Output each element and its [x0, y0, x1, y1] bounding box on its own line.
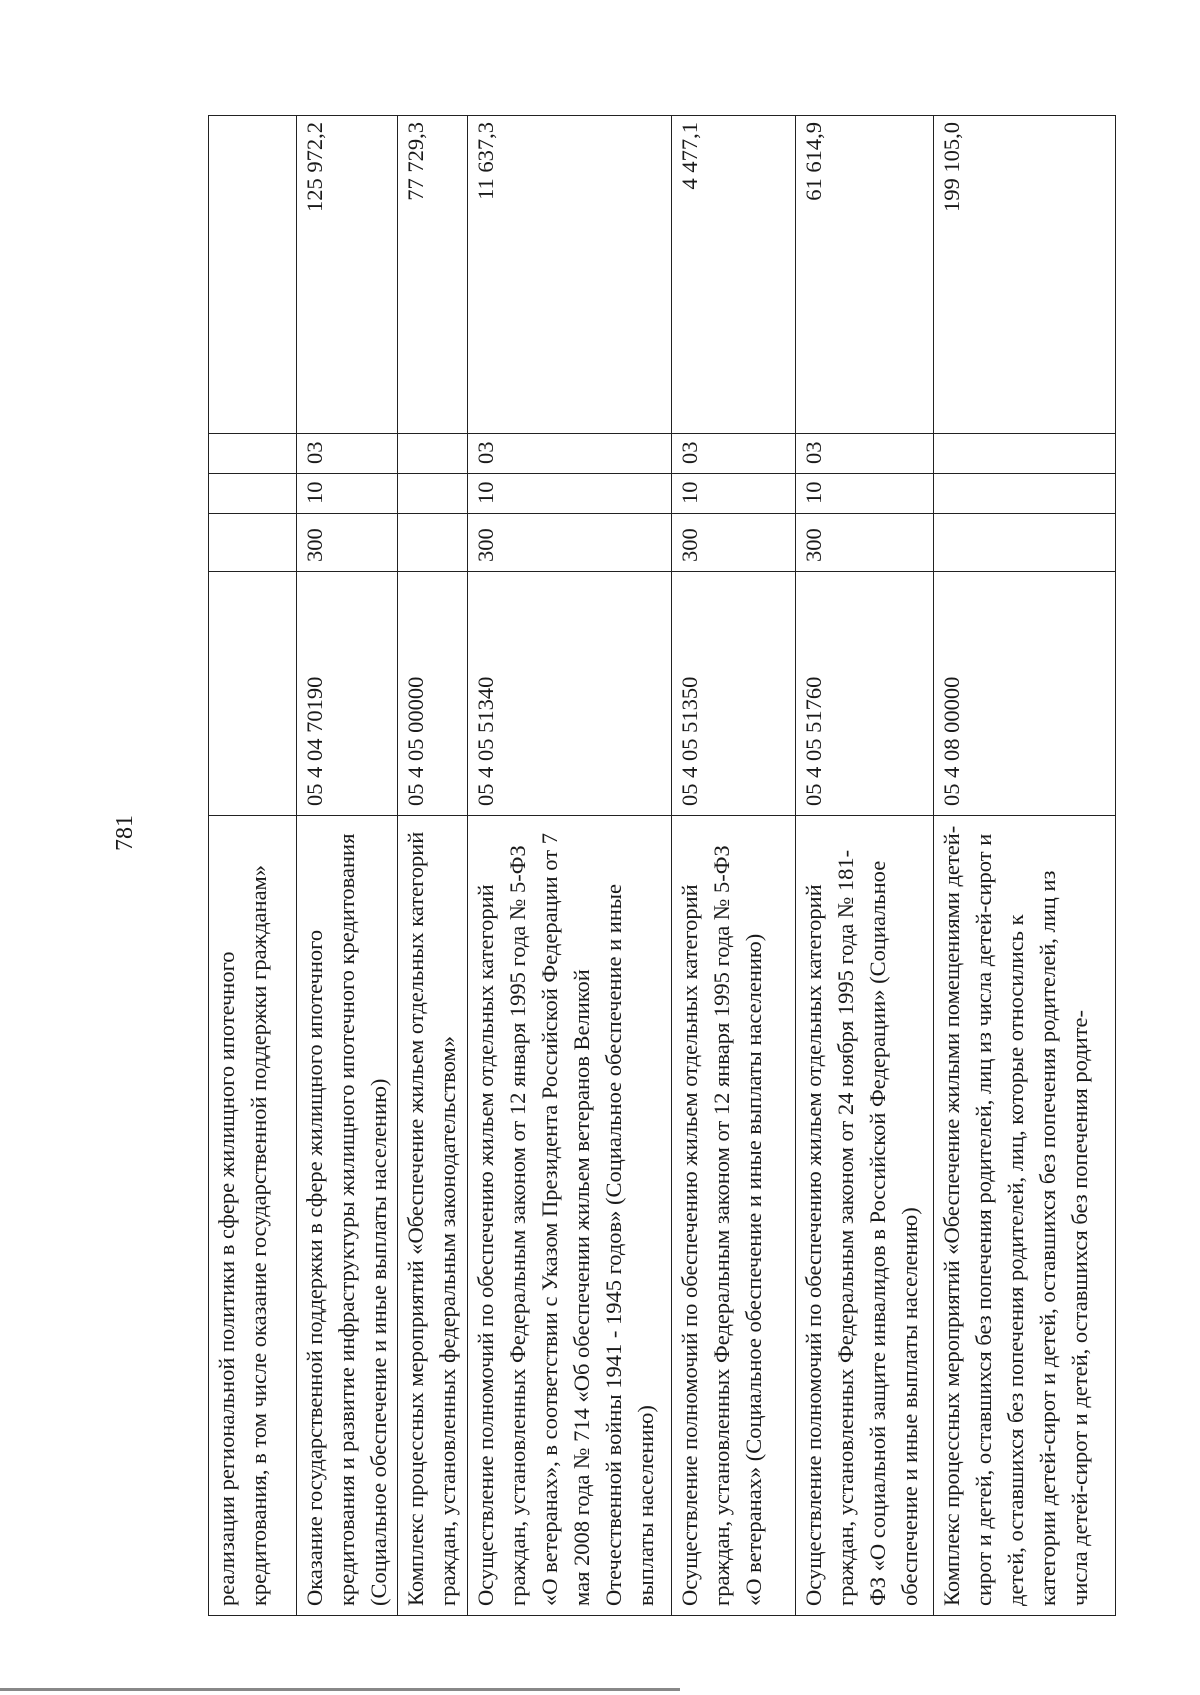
- cell-vr: [209, 514, 297, 572]
- cell-sum: 11 637,3: [468, 116, 672, 434]
- cell-vr: 300: [468, 514, 672, 572]
- cell-name: реализации региональной политики в сфере жилищного ипотечного кредитования, в том числе оказание государственной поддержки гражданам»: [209, 816, 297, 1616]
- cell-rz: [209, 474, 297, 514]
- cell-vr: 300: [297, 514, 398, 572]
- table-row: [209, 116, 297, 1616]
- cell-name: Осуществление полномочий по обеспечению жильем отдельных категорий граждан, установленных Федеральным законом от 12 января 1995 года № 5-ФЗ «О ветеранах», в соответствии с Указом Президента Российской Федерации от 7 мая 2008 года № 714 «Об обеспечении жильем ветеранов Великой Отечественной войны 1941 - 1945 годов» (Социальное обеспечение и иные выплаты населению): [468, 816, 672, 1616]
- cell-sum: [209, 116, 297, 434]
- cell-sum: 125 972,2: [297, 116, 398, 434]
- cell-pr: 03: [297, 434, 398, 474]
- table-row: [672, 116, 796, 1616]
- cell-pr: [398, 434, 468, 474]
- table-row: [398, 116, 468, 1616]
- cell-csr: [209, 572, 297, 816]
- cell-name: Осуществление полномочий по обеспечению жильем отдельных категорий граждан, установленных Федеральным законом от 24 ноября 1995 года № 181-ФЗ «О социальной защите инвалидов в Российской Федерации» (Социальное обеспечение и иные выплаты населению): [796, 816, 934, 1616]
- cell-pr: 03: [468, 434, 672, 474]
- table-row: [934, 116, 1116, 1616]
- table-row: [468, 116, 672, 1616]
- budget-table-rotated: [208, 116, 1104, 1616]
- cell-pr: 03: [796, 434, 934, 474]
- cell-vr: [934, 514, 1116, 572]
- table-row: [796, 116, 934, 1616]
- cell-pr: 03: [672, 434, 796, 474]
- cell-csr: 05 4 05 51340: [468, 572, 672, 816]
- cell-sum: 4 477,1: [672, 116, 796, 434]
- budget-table: [208, 115, 1116, 1616]
- scan-edge-line: [0, 1688, 680, 1691]
- cell-csr: 05 4 05 51760: [796, 572, 934, 816]
- cell-sum: 199 105,0: [934, 116, 1116, 434]
- cell-csr: 05 4 05 51350: [672, 572, 796, 816]
- cell-pr: [934, 434, 1116, 474]
- cell-name: Комплекс процессных мероприятий «Обеспечение жильем отдельных категорий граждан, установленных федеральным законодательством»: [398, 816, 468, 1616]
- cell-csr: 05 4 04 70190: [297, 572, 398, 816]
- cell-rz: 10: [796, 474, 934, 514]
- cell-vr: 300: [672, 514, 796, 572]
- cell-rz: 10: [672, 474, 796, 514]
- cell-name: Осуществление полномочий по обеспечению жильем отдельных категорий граждан, установленных Федеральным законом от 12 января 1995 года № 5-ФЗ «О ветеранах» (Социальное обеспечение и иные выплаты населению): [672, 816, 796, 1616]
- table-row: [297, 116, 398, 1616]
- cell-csr: 05 4 05 00000: [398, 572, 468, 816]
- cell-rz: 10: [297, 474, 398, 514]
- cell-name: Оказание государственной поддержки в сфере жилищного ипотечного кредитования и развитие инфраструктуры жилищного ипотечного кредитования (Социальное обеспечение и иные выплаты населению): [297, 816, 398, 1616]
- cell-rz: 10: [468, 474, 672, 514]
- cell-sum: 77 729,3: [398, 116, 468, 434]
- cell-sum: 61 614,9: [796, 116, 934, 434]
- cell-vr: 300: [796, 514, 934, 572]
- cell-rz: [934, 474, 1116, 514]
- cell-name: Комплекс процессных мероприятий «Обеспечение жилыми помещениями детей-сирот и детей, оставшихся без попечения родителей, лиц из числа детей-сирот и детей, оставшихся без попечения родителей, лиц, которые относились к категории детей-сирот и детей, оставшихся без попечения родителей, лиц из числа детей-сирот и детей, оставшихся без попечения родите-: [934, 816, 1116, 1616]
- cell-vr: [398, 514, 468, 572]
- page-number: 781: [112, 815, 138, 851]
- cell-csr: 05 4 08 00000: [934, 572, 1116, 816]
- cell-rz: [398, 474, 468, 514]
- cell-pr: [209, 434, 297, 474]
